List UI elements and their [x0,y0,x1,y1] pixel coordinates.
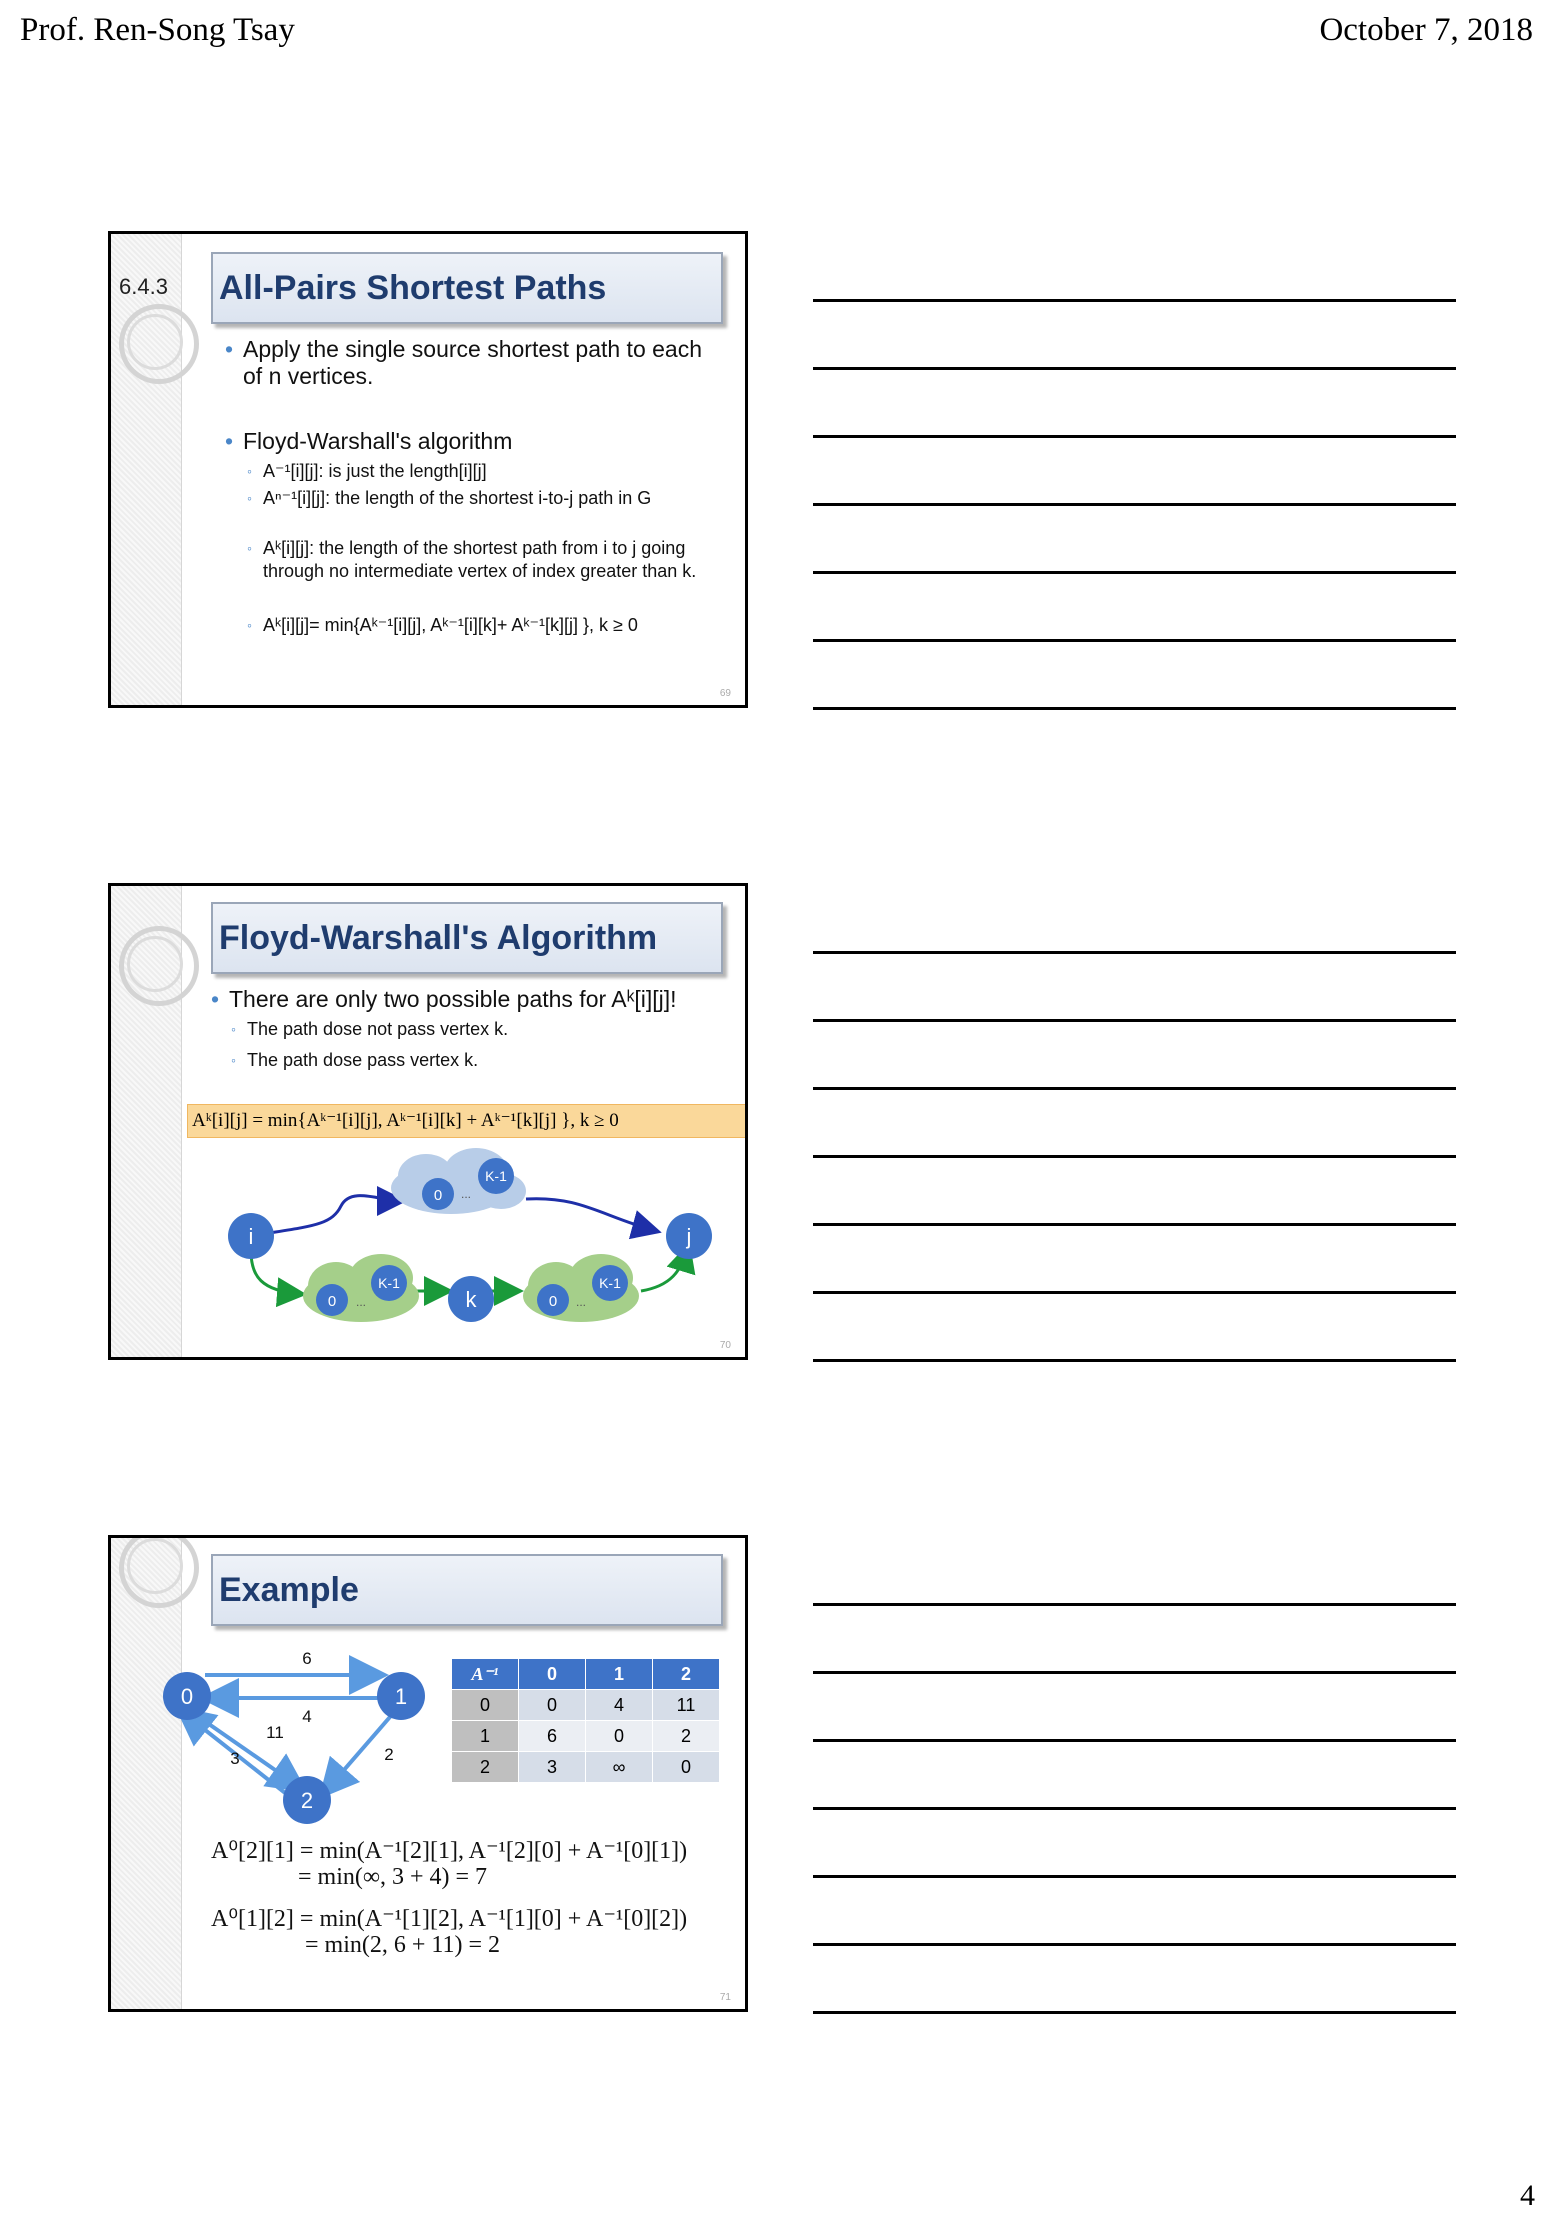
sub-bullet-recurrence: ◦ Aᵏ[i][j]= min{Aᵏ⁻¹[i][j], Aᵏ⁻¹[i][k]+ Aᵏ⁻¹[k][j] }, k ≥ 0 [263,614,733,637]
cloud-green-right-end-label: K-1 [599,1275,621,1291]
header-author: Prof. Ren-Song Tsay [20,12,295,48]
cloud-green-right-start-label: 0 [548,1293,558,1310]
bullet-floyd-warshall: • Floyd-Warshall's algorithm [243,428,723,455]
col-header: 0 [519,1659,586,1690]
slide-title: Floyd-Warshall's Algorithm [211,902,723,974]
cloud-green-right-dots: ... [575,1295,587,1309]
note-line [813,707,1456,710]
edge-label-4: 4 [302,1707,312,1726]
note-line [813,367,1456,370]
cloud-green-left-start-label: 0 [327,1293,337,1310]
cloud-green-left-dots: ... [355,1295,367,1309]
recurrence-formula: Aᵏ[i][j] = min{Aᵏ⁻¹[i][j], Aᵏ⁻¹[i][k] + Aᵏ⁻¹[k][j] }, k ≥ 0 [187,1104,747,1138]
table-row [452,1690,720,1721]
note-line [813,503,1456,506]
table-cell: 11 [653,1690,720,1721]
note-line [813,1807,1456,1810]
table-cell: 4 [586,1690,653,1721]
cloud-blue-start-label: 0 [433,1187,443,1204]
note-line [813,1155,1456,1158]
edge-label-6: 6 [302,1649,312,1668]
table-cell: 6 [519,1721,586,1752]
sub-bullet-a-minus-one: ◦ A⁻¹[i][j]: is just the length[i][j] [263,460,733,483]
cloud-blue-dots: ... [460,1187,472,1201]
cloud-blue-end-label: K-1 [485,1168,507,1184]
note-line [813,571,1456,574]
note-line [813,1019,1456,1022]
path-diagram [111,886,745,1357]
example-graph [111,1538,451,1858]
adjacency-table [451,1658,720,1783]
table-cell: 0 [586,1721,653,1752]
bullet-single-source: • Apply the single source shortest path to each of n vertices. [243,336,723,390]
table-cell: 2 [653,1721,720,1752]
node-i-label: i [248,1224,254,1249]
graph-node-2-label: 2 [300,1788,314,1813]
cloud-green-left-end-label: K-1 [378,1275,400,1291]
col-header: 2 [653,1659,720,1690]
note-line [813,1671,1456,1674]
equation-1-rhs: = min(∞, 3 + 4) = 7 [298,1864,488,1890]
slide-title: All-Pairs Shortest Paths [211,252,723,324]
note-line [813,1603,1456,1606]
slide-71 [108,1535,748,2012]
slide-number: 71 [719,1992,731,2003]
row-header: 1 [452,1721,519,1752]
section-number: 6.4.3 [119,274,168,299]
sub-bullet-pass-k: ◦ The path dose pass vertex k. [247,1049,717,1072]
sub-bullet-a-n-minus-one: ◦ Aⁿ⁻¹[i][j]: the length of the shortest i-to-j path in G [263,487,733,510]
slide-decoration [111,234,182,705]
note-line [813,1291,1456,1294]
sub-bullet-not-pass-k: ◦ The path dose not pass vertex k. [247,1018,717,1041]
table-corner: A⁻¹ [452,1659,519,1690]
edge-label-2: 2 [384,1745,394,1764]
note-line [813,1943,1456,1946]
equation-2-rhs: = min(2, 6 + 11) = 2 [305,1932,501,1958]
note-line [813,1739,1456,1742]
node-k-label: k [465,1287,477,1312]
table-row [452,1721,720,1752]
graph-node-0-label: 0 [180,1684,194,1709]
table-cell: 0 [653,1752,720,1783]
slide-number: 70 [719,1340,731,1351]
table-cell: ∞ [586,1752,653,1783]
table-cell: 3 [519,1752,586,1783]
equation-2-lhs: A⁰[1][2] = min(A⁻¹[1][2], A⁻¹[1][0] + A⁻¹[0][2]) [211,1906,688,1932]
edge-label-3: 3 [230,1749,240,1768]
note-line [813,299,1456,302]
col-header: 1 [586,1659,653,1690]
edge-label-11: 11 [266,1723,284,1742]
edge-0-2-outer [193,1713,301,1788]
slide-69 [108,231,748,708]
direct-path-arrow-end [526,1199,656,1231]
sub-bullet-a-k: ◦ Aᵏ[i][j]: the length of the shortest path from i to j going through no intermediate vertex of index greater than k. [263,537,733,583]
table-cell: 0 [519,1690,586,1721]
slide-70 [108,883,748,1360]
note-line [813,951,1456,954]
page-number: 4 [1520,2179,1535,2212]
slide-number: 69 [719,688,731,699]
note-line [813,1223,1456,1226]
slide-title: Example [211,1554,723,1626]
note-line [813,2011,1456,2014]
table-row [452,1752,720,1783]
row-header: 2 [452,1752,519,1783]
graph-node-1-label: 1 [394,1684,408,1709]
note-line [813,1087,1456,1090]
note-line [813,1875,1456,1878]
header-date: October 7, 2018 [1319,12,1533,48]
bullet-two-paths: • There are only two possible paths for Aᵏ[i][j]! [229,986,729,1013]
note-line [813,1359,1456,1362]
row-header: 0 [452,1690,519,1721]
note-line [813,435,1456,438]
equation-1-lhs: A⁰[2][1] = min(A⁻¹[2][1], A⁻¹[2][0] + A⁻¹[0][1]) [211,1838,688,1864]
node-j-label: j [686,1224,692,1249]
note-line [813,639,1456,642]
direct-path-arrow [251,1196,401,1236]
